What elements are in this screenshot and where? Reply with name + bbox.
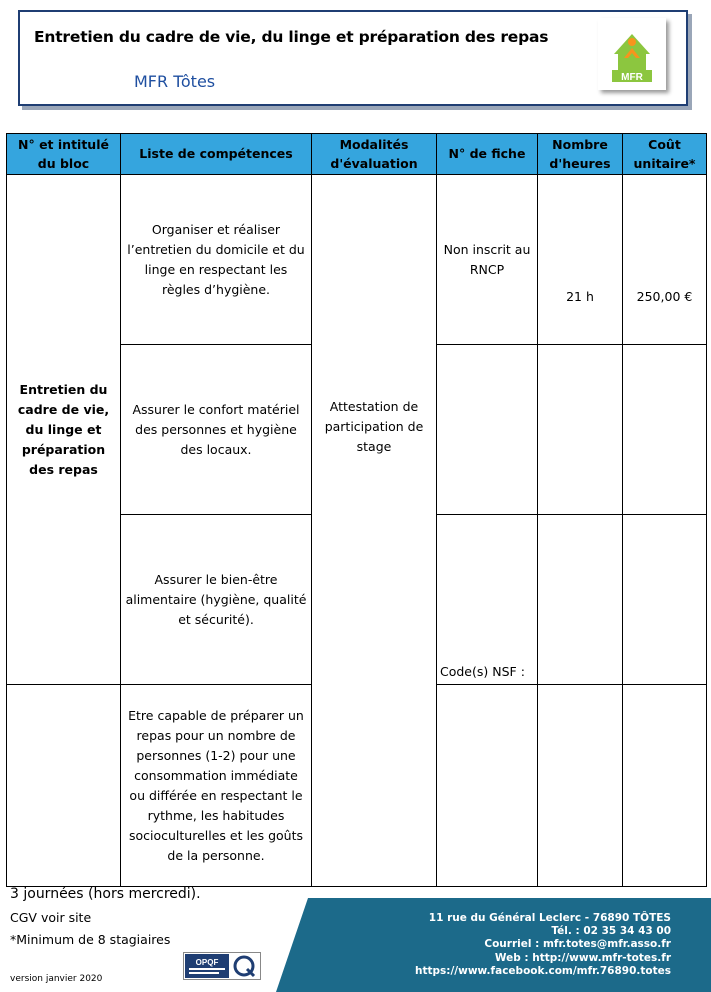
mfr-logo (598, 18, 666, 90)
competence-cell: Assurer le confort matériel des personnes et hygiène des locaux. (121, 345, 312, 515)
empty-cell (538, 345, 623, 515)
contact-tel: Tél. : 02 35 34 43 00 (551, 925, 671, 938)
version-note: version janvier 2020 (10, 974, 103, 984)
empty-cell (437, 685, 538, 887)
col-header-cout: Coût unitaire* (623, 134, 707, 175)
evaluation-text: Attestation de participation de stage (324, 399, 424, 454)
table-header-row (7, 134, 707, 175)
empty-cell (7, 685, 121, 887)
contact-facebook[interactable]: https://www.facebook.com/mfr.76890.totes (414, 964, 671, 977)
duration-note: 3 journées (hors mercredi). (10, 886, 201, 902)
competence-cell: Assurer le bien-être alimentaire (hygiène, qualité et sécurité). (121, 515, 312, 685)
nsf-label: Code(s) NSF : (440, 664, 525, 679)
col-header-fiche: N° de fiche (437, 134, 538, 175)
col-header-bloc: N° et intitulé du bloc (7, 134, 121, 175)
banner-slant (276, 898, 308, 992)
empty-cell (623, 515, 707, 685)
heures-cell: 21 h (538, 175, 623, 345)
mfr-logo-icon (598, 18, 666, 90)
contact-info (415, 912, 671, 978)
svg-text:MFR: MFR (621, 72, 643, 83)
competence-cell: Etre capable de préparer un repas pour un nombre de personnes (1-2) pour une consommation immédiate ou différée en respectant le rythme, les habitudes socioculturelles et les goûts de la personne. (121, 685, 312, 887)
empty-cell (538, 685, 623, 887)
col-header-competences: Liste de compétences (121, 134, 312, 175)
nsf-cell (437, 515, 538, 685)
cout-cell: 250,00 € (623, 175, 707, 345)
col-header-evaluation: Modalités d'évaluation (312, 134, 437, 175)
empty-cell (437, 345, 538, 515)
svg-text:OPQF: OPQF (195, 958, 219, 967)
minimum-note: *Minimum de 8 stagiaires (10, 932, 171, 947)
fiche-cell: Non inscrit au RNCP (437, 175, 538, 345)
empty-cell (623, 345, 707, 515)
qualiopi-icon (184, 953, 260, 979)
contact-email[interactable]: Courriel : mfr.totes@mfr.asso.fr (484, 938, 671, 951)
bloc-cell: Entretien du cadre de vie, du linge et préparation des repas (7, 175, 121, 685)
competence-cell: Organiser et réaliser l’entretien du domicile et du linge en respectant les règles d’hygiène. (121, 175, 312, 345)
contact-web[interactable]: Web : http://www.mfr-totes.fr (494, 951, 671, 964)
evaluation-cell (312, 175, 437, 887)
page-subtitle: MFR Tôtes (134, 72, 216, 91)
col-header-heures: Nombre d'heures (538, 134, 623, 175)
empty-cell (623, 685, 707, 887)
header-box (18, 10, 688, 106)
empty-cell (538, 515, 623, 685)
page-title: Entretien du cadre de vie, du linge et préparation des repas (34, 28, 549, 46)
cgv-note: CGV voir site (10, 910, 92, 925)
competences-table (6, 133, 707, 887)
contact-address: 11 rue du Général Leclerc - 76890 TÔTES (428, 912, 671, 924)
table-row (7, 175, 707, 345)
qualiopi-logo (183, 952, 261, 980)
